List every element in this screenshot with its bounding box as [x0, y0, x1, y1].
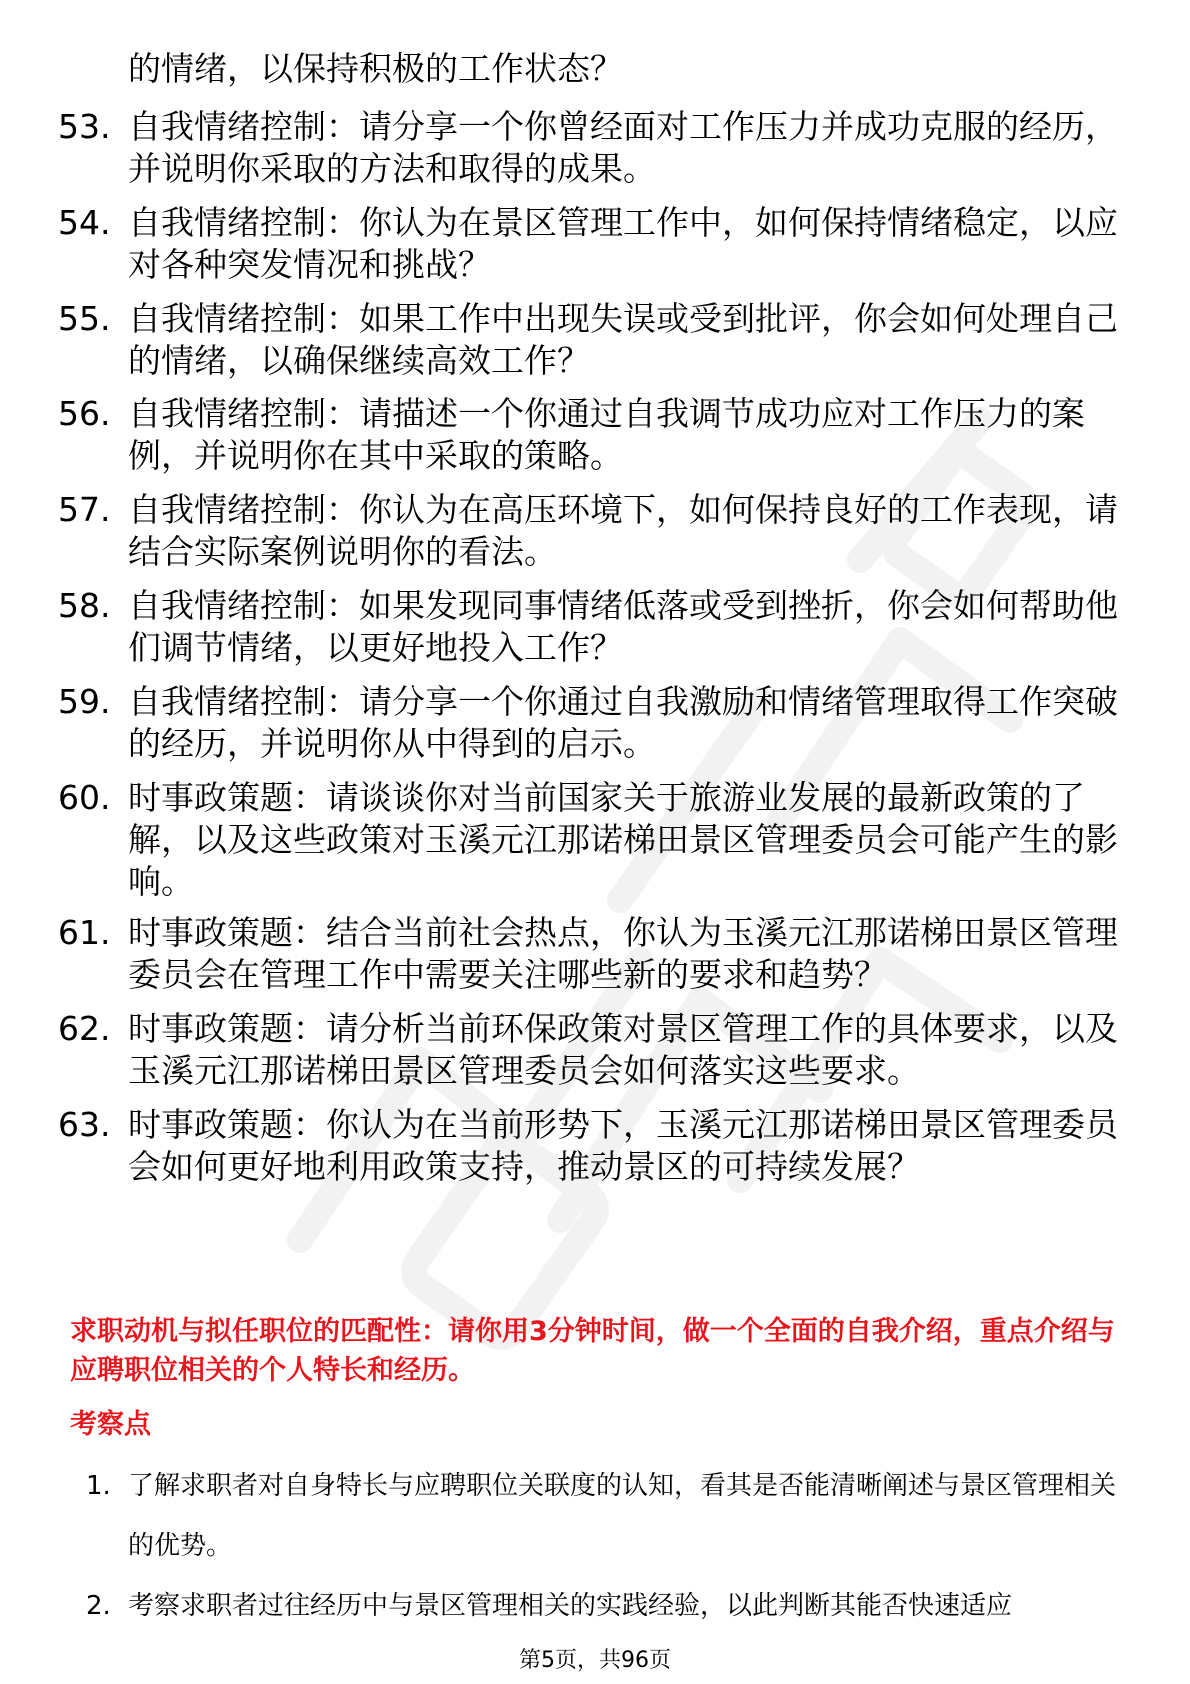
- question-text: 自我情绪控制：你认为在高压环境下，如何保持良好的工作表现，请结合实际案例说明你的看法。: [128, 490, 1118, 571]
- question-item: [58, 777, 1118, 903]
- question-item: [58, 106, 1118, 190]
- question-number: 60.: [58, 778, 111, 817]
- section-title: 考察点: [70, 1409, 151, 1440]
- question-number: 62.: [58, 1009, 111, 1048]
- question-number: 59.: [58, 682, 111, 721]
- interview-prompt: 求职动机与拟任职位的匹配性：请你用3分钟时间，做一个全面的自我介绍，重点介绍与应聘职位相关的个人特长和经历。: [70, 1316, 1115, 1386]
- point-text: 考察求职者过往经历中与景区管理相关的实践经验，以此判断其能否快速适应: [128, 1591, 1013, 1621]
- question-number: 56.: [58, 394, 111, 433]
- assessment-point: [86, 1456, 1126, 1576]
- question-text: 时事政策题：请谈谈你对当前国家关于旅游业发展的最新政策的了解，以及这些政策对玉溪元江那诺梯田景区管理委员会可能产生的影响。: [128, 778, 1118, 901]
- point-text: 了解求职者对自身特长与应聘职位关联度的认知，看其是否能清晰阐述与景区管理相关的优势。: [128, 1471, 1117, 1561]
- question-item: [58, 681, 1118, 765]
- question-item: [58, 585, 1118, 669]
- question-item: [58, 1104, 1118, 1188]
- assessment-point: [86, 1576, 1126, 1636]
- question-text: 自我情绪控制：如果工作中出现失误或受到批评，你会如何处理自己的情绪，以确保继续高效工作？: [128, 299, 1118, 380]
- question-text: 时事政策题：你认为在当前形势下，玉溪元江那诺梯田景区管理委员会如何更好地利用政策支持，推动景区的可持续发展？: [128, 1105, 1118, 1186]
- point-number: 2.: [86, 1591, 111, 1621]
- question-number: 53.: [58, 107, 111, 146]
- question-number: 57.: [58, 490, 111, 529]
- question-number: 54.: [58, 203, 111, 242]
- question-number: 63.: [58, 1105, 111, 1144]
- question-text: 自我情绪控制：如果发现同事情绪低落或受到挫折，你会如何帮助他们调节情绪，以更好地投入工作？: [128, 586, 1118, 667]
- question-number: 58.: [58, 586, 111, 625]
- question-item: [58, 489, 1118, 573]
- question-text: 自我情绪控制：你认为在景区管理工作中，如何保持情绪稳定，以应对各种突发情况和挑战？: [128, 203, 1118, 284]
- question-text: 自我情绪控制：请分享一个你曾经面对工作压力并成功克服的经历，并说明你采取的方法和取得的成果。: [128, 107, 1118, 188]
- question-text: 自我情绪控制：请描述一个你通过自我调节成功应对工作压力的案例，并说明你在其中采取的策略。: [128, 394, 1085, 475]
- question-item: [58, 393, 1118, 477]
- question-text: 时事政策题：请分析当前环保政策对景区管理工作的具体要求，以及玉溪元江那诺梯田景区管理委员会如何落实这些要求。: [128, 1009, 1118, 1090]
- question-item: [58, 202, 1118, 286]
- question-item: [58, 298, 1118, 382]
- question-text: 自我情绪控制：请分享一个你通过自我激励和情绪管理取得工作突破的经历，并说明你从中得到的启示。: [128, 682, 1118, 763]
- question-number: 55.: [58, 299, 111, 338]
- page-footer: 第5页，共96页: [519, 1648, 671, 1673]
- question-item: [58, 912, 1118, 996]
- point-number: 1.: [86, 1471, 111, 1501]
- question-number: 61.: [58, 913, 111, 952]
- question-continuation: 的情绪，以保持积极的工作状态？: [128, 49, 623, 88]
- question-item: [58, 1008, 1118, 1092]
- question-text: 时事政策题：结合当前社会热点，你认为玉溪元江那诺梯田景区管理委员会在管理工作中需要关注哪些新的要求和趋势？: [128, 913, 1118, 994]
